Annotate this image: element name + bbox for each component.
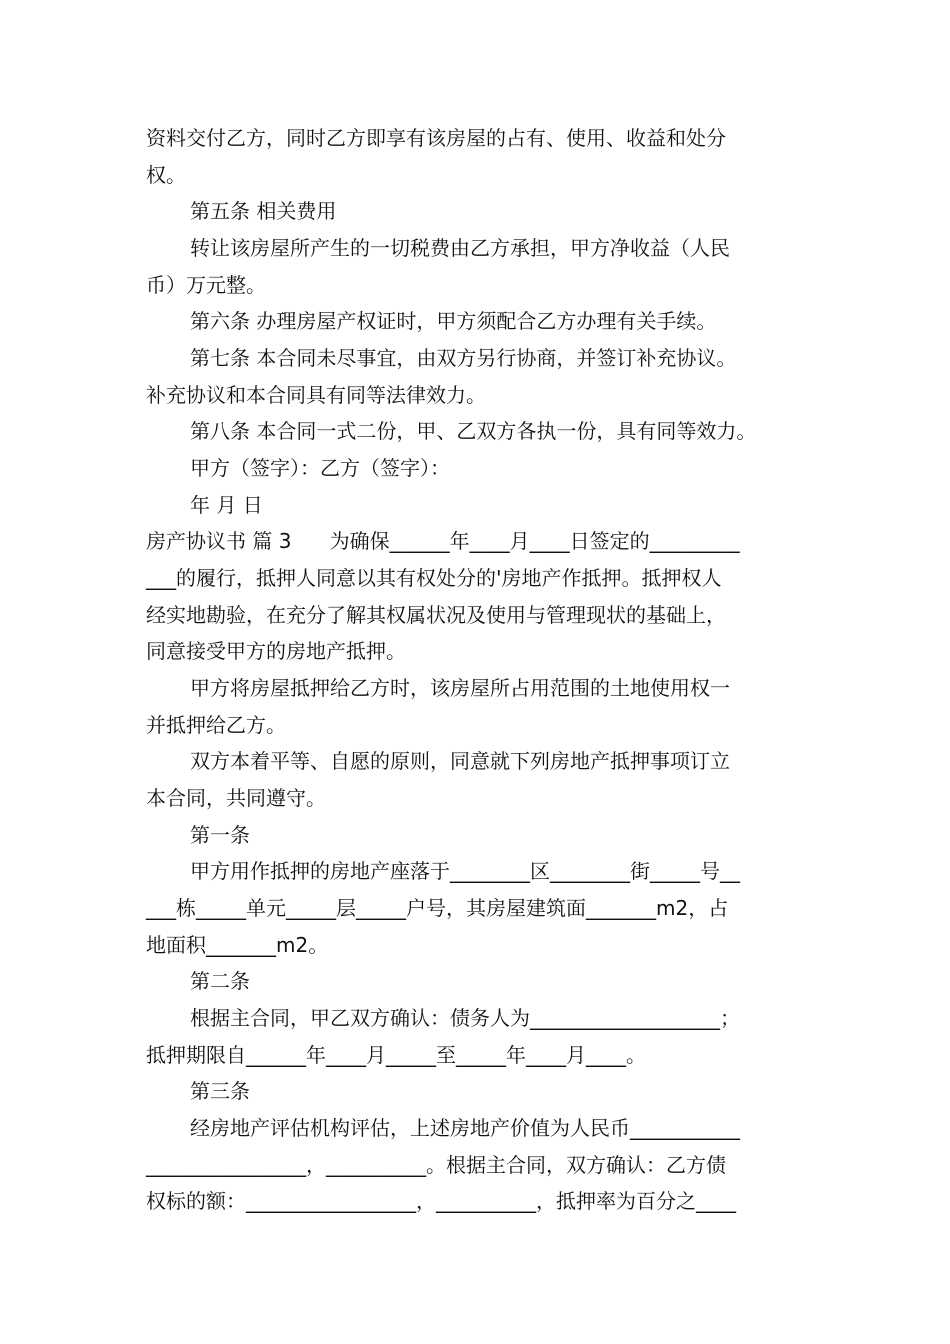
text-line: ___的履行，抵押人同意以其有权处分的'房地产作抵押。抵押权人 bbox=[146, 566, 722, 590]
section-title-line: 房产协议书 篇 3 为确保______年____月____日签定的_________ bbox=[146, 529, 740, 553]
text-line: 双方本着平等、自愿的原则，同意就下列房地产抵押事项订立 bbox=[190, 749, 730, 773]
text-line: 第七条 本合同未尽事宜，由双方另行协商，并签订补充协议。 bbox=[190, 346, 737, 370]
text-line: 同意接受甲方的房地产抵押。 bbox=[146, 639, 406, 663]
text-line: 权标的额：_________________，__________，抵押率为百分之____ bbox=[146, 1189, 736, 1213]
text-line: 转让该房屋所产生的一切税费由乙方承担，甲方净收益（人民 bbox=[190, 236, 730, 260]
text-line: ________________，__________。根据主合同，双方确认：乙方债 bbox=[146, 1153, 726, 1177]
text-line: 经房地产评估机构评估，上述房地产价值为人民币___________ bbox=[190, 1116, 740, 1140]
article-heading: 第一条 bbox=[190, 823, 250, 847]
text-line: 本合同，共同遵守。 bbox=[146, 786, 326, 810]
date-line: 年 月 日 bbox=[190, 493, 263, 517]
text-line: 权。 bbox=[146, 163, 186, 187]
text-line: 币）万元整。 bbox=[146, 273, 266, 297]
text-line: 抵押期限自______年____月_____至_____年____月____。 bbox=[146, 1043, 646, 1067]
text-line: 补充协议和本合同具有同等法律效力。 bbox=[146, 383, 486, 407]
text-line: 资料交付乙方，同时乙方即享有该房屋的占有、使用、收益和处分 bbox=[146, 126, 726, 150]
text-line: 甲方用作抵押的房地产座落于________区________街_____号__ bbox=[190, 859, 740, 883]
signature-line: 甲方（签字）：乙方（签字）： bbox=[190, 456, 450, 480]
text-line: 并抵押给乙方。 bbox=[146, 713, 286, 737]
text-line: 根据主合同，甲乙双方确认：债务人为___________________； bbox=[190, 1006, 740, 1030]
article-heading: 第二条 bbox=[190, 969, 250, 993]
article-heading: 第三条 bbox=[190, 1079, 250, 1103]
text-line: ___栋_____单元_____层_____户号，其房屋建筑面_______m2，占 bbox=[146, 896, 729, 920]
text-line: 甲方将房屋抵押给乙方时，该房屋所占用范围的土地使用权一 bbox=[190, 676, 730, 700]
text-line: 地面积_______m2。 bbox=[146, 933, 329, 957]
text-line: 第八条 本合同一式二份，甲、乙双方各执一份，具有同等效力。 bbox=[190, 419, 757, 443]
section-heading: 第五条 相关费用 bbox=[190, 199, 337, 223]
text-line: 经实地勘验，在充分了解其权属状况及使用与管理现状的基础上， bbox=[146, 603, 726, 627]
text-line: 第六条 办理房屋产权证时，甲方须配合乙方办理有关手续。 bbox=[190, 309, 717, 333]
